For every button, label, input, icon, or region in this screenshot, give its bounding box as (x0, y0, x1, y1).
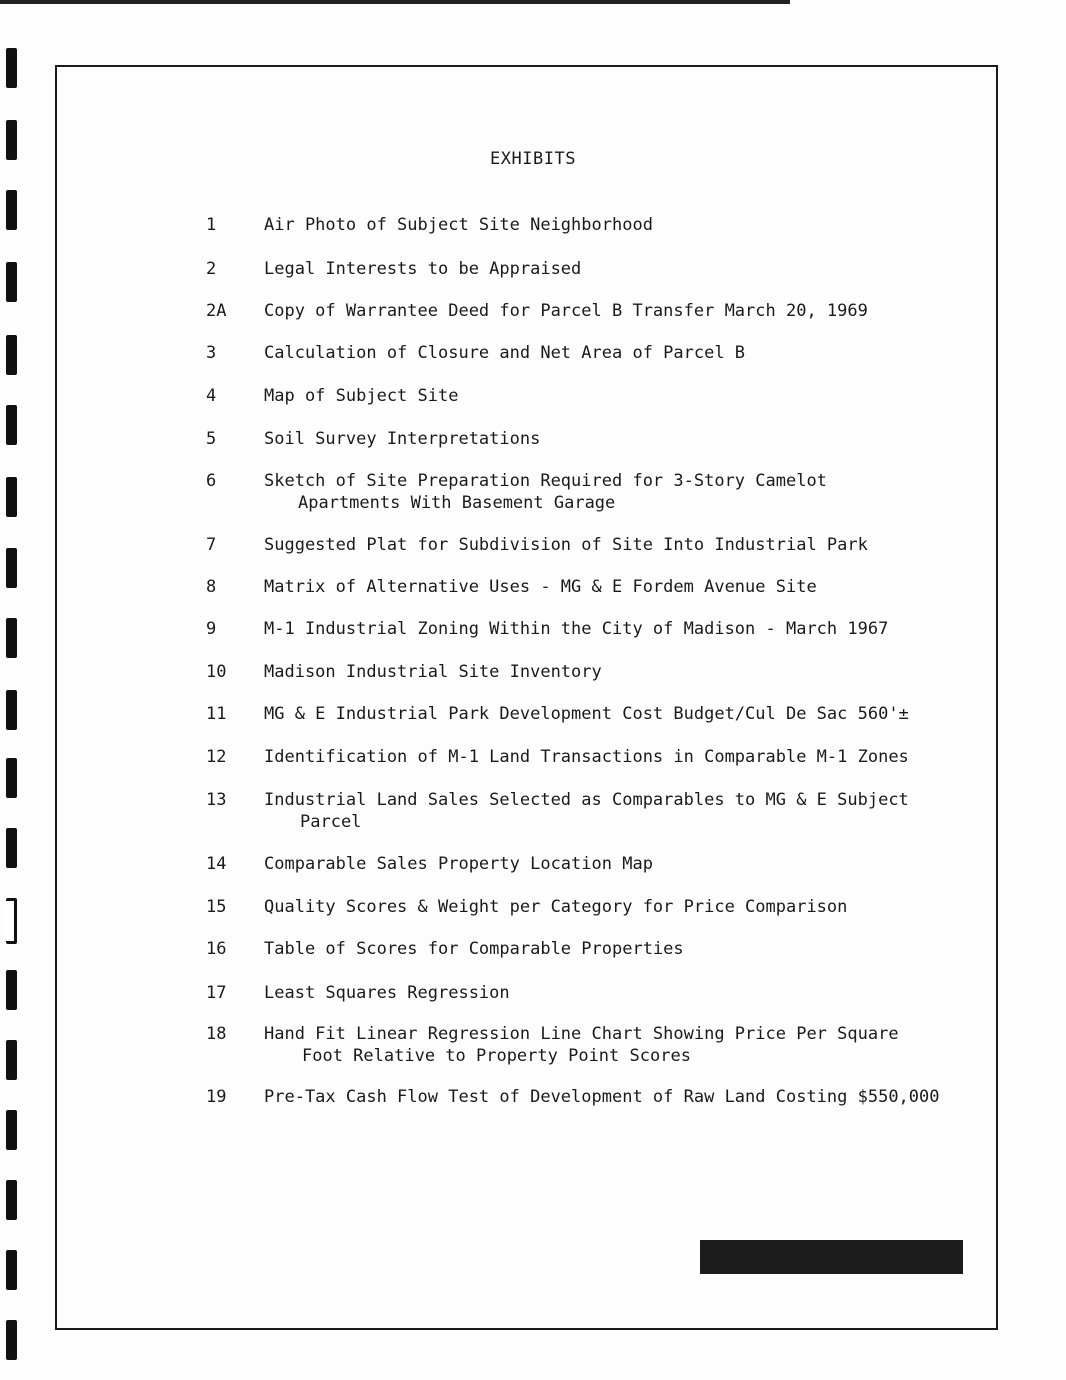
exhibit-number: 13 (206, 790, 227, 810)
exhibit-number: 1 (206, 215, 217, 235)
exhibit-title: Sketch of Site Preparation Required for 3-Story Camelot (264, 471, 827, 491)
exhibit-number: 7 (206, 535, 217, 555)
exhibit-title: Suggested Plat for Subdivision of Site Into Industrial Park (264, 535, 868, 555)
exhibit-title: Least Squares Regression (264, 983, 510, 1003)
exhibit-title: Quality Scores & Weight per Category for Price Comparison (264, 897, 848, 917)
exhibit-number: 15 (206, 897, 227, 917)
exhibit-title: Pre-Tax Cash Flow Test of Development of Raw Land Costing $550,000 (264, 1087, 940, 1107)
exhibit-title: Hand Fit Linear Regression Line Chart Showing Price Per Square (264, 1024, 899, 1044)
exhibit-number: 14 (206, 854, 227, 874)
exhibit-number: 11 (206, 704, 227, 724)
binding-hole (6, 262, 17, 302)
binding-hole (6, 970, 17, 1010)
exhibit-title: Map of Subject Site (264, 386, 459, 406)
exhibit-title: M-1 Industrial Zoning Within the City of Madison - March 1967 (264, 619, 889, 639)
exhibit-title: Matrix of Alternative Uses - MG & E Fordem Avenue Site (264, 577, 817, 597)
binding-holes (0, 40, 30, 1380)
exhibit-title: Table of Scores for Comparable Properties (264, 939, 684, 959)
exhibit-title-continuation: Apartments With Basement Garage (298, 493, 616, 513)
exhibit-title: Copy of Warrantee Deed for Parcel B Transfer March 20, 1969 (264, 301, 868, 321)
binding-hole (6, 190, 17, 230)
binding-hole (6, 1110, 17, 1150)
exhibit-title: Legal Interests to be Appraised (264, 259, 582, 279)
exhibit-title: Calculation of Closure and Net Area of Parcel B (264, 343, 746, 363)
exhibit-number: 2A (206, 301, 227, 321)
exhibit-number: 6 (206, 471, 217, 491)
exhibit-number: 10 (206, 662, 227, 682)
binding-hole (6, 758, 17, 798)
exhibit-number: 17 (206, 983, 227, 1003)
page-border-frame (55, 65, 998, 1330)
exhibit-title: Soil Survey Interpretations (264, 429, 541, 449)
exhibit-number: 12 (206, 747, 227, 767)
exhibit-title-continuation: Parcel (300, 812, 362, 832)
exhibit-number: 9 (206, 619, 217, 639)
redaction-bar (700, 1240, 963, 1274)
exhibit-title: Industrial Land Sales Selected as Comparables to MG & E Subject (264, 790, 909, 810)
exhibit-number: 2 (206, 259, 217, 279)
binding-hole (6, 477, 17, 517)
exhibit-number: 19 (206, 1087, 227, 1107)
exhibit-number: 18 (206, 1024, 227, 1044)
binding-hole (6, 405, 17, 445)
exhibit-title: Madison Industrial Site Inventory (264, 662, 602, 682)
exhibit-title-continuation: Foot Relative to Property Point Scores (302, 1046, 691, 1066)
exhibit-title: Comparable Sales Property Location Map (264, 854, 653, 874)
exhibit-title: MG & E Industrial Park Development Cost Budget/Cul De Sac 560'± (264, 704, 909, 724)
exhibit-number: 3 (206, 343, 217, 363)
exhibit-number: 16 (206, 939, 227, 959)
binding-hole (6, 1180, 17, 1220)
binding-hole (6, 618, 17, 658)
exhibit-title: Air Photo of Subject Site Neighborhood (264, 215, 653, 235)
page-top-edge (0, 0, 790, 4)
binding-hole (6, 828, 17, 868)
exhibit-number: 4 (206, 386, 217, 406)
binding-hole (6, 898, 17, 944)
binding-hole (6, 1040, 17, 1080)
binding-hole (6, 1320, 17, 1360)
binding-hole (6, 1250, 17, 1290)
exhibit-number: 8 (206, 577, 217, 597)
binding-hole (6, 48, 17, 88)
binding-hole (6, 690, 17, 730)
binding-hole (6, 335, 17, 375)
binding-hole (6, 548, 17, 588)
page-title: EXHIBITS (490, 149, 576, 169)
exhibit-title: Identification of M-1 Land Transactions in Comparable M-1 Zones (264, 747, 909, 767)
exhibit-number: 5 (206, 429, 217, 449)
